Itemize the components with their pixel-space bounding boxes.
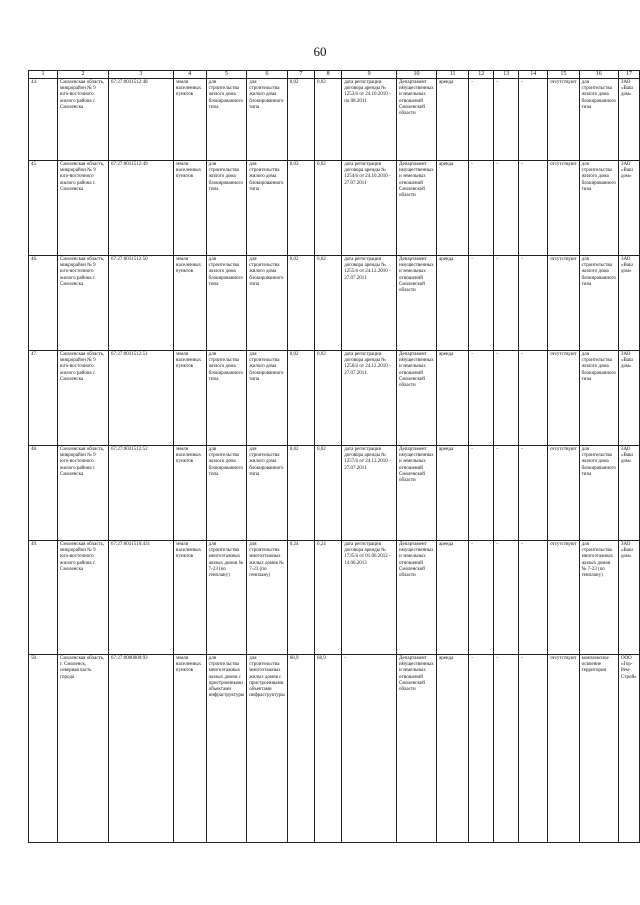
dash-cell: - bbox=[494, 446, 519, 541]
permitted-use-cell: для строительства жилого дома блокированного типа bbox=[206, 446, 247, 541]
column-header: 10 bbox=[396, 71, 436, 79]
actual-use-cell: для строительства жилого дома блокированного типа bbox=[247, 161, 288, 256]
land-category-cell: земли населенных пунктов bbox=[173, 446, 206, 541]
column-header: 5 bbox=[206, 71, 247, 79]
dash-cell: - bbox=[494, 256, 519, 351]
actual-use-cell: для строительства жилого дома блокированного типа bbox=[247, 256, 288, 351]
document-cell: дата регистрации договора аренды № 1255/ó от 24.12.2010 - 27.07.2011 bbox=[342, 256, 397, 351]
column-header: 3 bbox=[108, 71, 173, 79]
column-header: 11 bbox=[436, 71, 468, 79]
column-header: 17 bbox=[618, 71, 639, 79]
area-cell: 0,24 bbox=[287, 541, 314, 655]
dash-cell: - bbox=[494, 541, 519, 655]
address-cell: Смоленская область, микрорайон № 9 юго-восточного жилого района г. Смоленска bbox=[58, 256, 109, 351]
row-number: 47. bbox=[29, 351, 58, 446]
address-cell: Смоленская область, г. Смоленск, северная часть города bbox=[58, 655, 109, 843]
table-row bbox=[29, 541, 640, 655]
column-header: 2 bbox=[58, 71, 109, 79]
right-cell: аренда bbox=[436, 655, 468, 843]
area-cell: 0,24 bbox=[315, 541, 342, 655]
land-category-cell: земли населенных пунктов bbox=[173, 351, 206, 446]
right-cell: аренда bbox=[436, 446, 468, 541]
cadastral-number-cell: 67:27:0031512:48 bbox=[108, 79, 173, 161]
land-register-table bbox=[28, 70, 640, 843]
table-row bbox=[29, 161, 640, 256]
address-cell: Смоленская область, микрорайон № 9 юго-восточного жилого района г. Смоленска bbox=[58, 161, 109, 256]
area-cell: 0,02 bbox=[287, 161, 314, 256]
dash-cell: - bbox=[469, 79, 494, 161]
row-number: 45. bbox=[29, 161, 58, 256]
actual-use-cell: для строительства жилого дома блокированного типа bbox=[247, 79, 288, 161]
column-header: 8 bbox=[315, 71, 342, 79]
purpose-cell: для строительства жилого дома блокированного типа bbox=[579, 446, 618, 541]
area-cell: 0,02 bbox=[315, 256, 342, 351]
dash-cell: - bbox=[519, 351, 548, 446]
purpose-cell: для строительства жилого дома блокированного типа bbox=[579, 79, 618, 161]
encumbrance-cell: отсутствуют bbox=[548, 256, 580, 351]
right-cell: аренда bbox=[436, 351, 468, 446]
encumbrance-cell: отсутствуют bbox=[548, 351, 580, 446]
column-header: 13 bbox=[494, 71, 519, 79]
holder-cell: ЗАО «Ваш дом» bbox=[618, 541, 639, 655]
encumbrance-cell: отсутствуют bbox=[548, 655, 580, 843]
document-cell: - bbox=[342, 655, 397, 843]
permitted-use-cell: для строительства жилого дома блокированного типа bbox=[206, 161, 247, 256]
row-number: 49. bbox=[29, 541, 58, 655]
column-header: 6 bbox=[247, 71, 288, 79]
land-category-cell: земли населенных пунктов bbox=[173, 79, 206, 161]
area-cell: 0,02 bbox=[315, 161, 342, 256]
cadastral-number-cell: 67:27:0031512:52 bbox=[108, 446, 173, 541]
table-row bbox=[29, 446, 640, 541]
permitted-use-cell: для строительства жилого дома блокированного типа bbox=[206, 351, 247, 446]
row-number: 46. bbox=[29, 256, 58, 351]
owner-cell: Департамент имущественных и земельных отношений Смоленской области bbox=[396, 351, 436, 446]
purpose-cell: для строительства многоэтажных жилых домов № 7-23 (по генплану) bbox=[579, 541, 618, 655]
purpose-cell: для строительства жилого дома блокированного типа bbox=[579, 161, 618, 256]
encumbrance-cell: отсутствуют bbox=[548, 79, 580, 161]
area-cell: 0,02 bbox=[315, 446, 342, 541]
table-row bbox=[29, 79, 640, 161]
dash-cell: - bbox=[494, 79, 519, 161]
holder-cell: ЗАО «Ваш дом» bbox=[618, 351, 639, 446]
actual-use-cell: для строительства жилого дома блокированного типа bbox=[247, 446, 288, 541]
cadastral-number-cell: 67:27:0031510:431 bbox=[108, 541, 173, 655]
document-cell: дата регистрации договора аренды № 1735/ó от 01.06.2012 - 14.06.2013 bbox=[342, 541, 397, 655]
permitted-use-cell: для строительства жилого дома блокированного типа bbox=[206, 79, 247, 161]
holder-cell: ЗАО «Ваш дом» bbox=[618, 161, 639, 256]
row-number: 44. bbox=[29, 79, 58, 161]
dash-cell: - bbox=[469, 541, 494, 655]
area-cell: 0,02 bbox=[287, 79, 314, 161]
dash-cell: - bbox=[519, 446, 548, 541]
dash-cell: - bbox=[519, 541, 548, 655]
actual-use-cell: для строительства жилого дома блокированного типа bbox=[247, 351, 288, 446]
dash-cell: - bbox=[469, 446, 494, 541]
document-cell: дата регистрации договора аренды № 1253/ó от 24.10.2010 - по 08.2011 bbox=[342, 79, 397, 161]
cadastral-number-cell: 67:27:0000000:93 bbox=[108, 655, 173, 843]
page-number: 60 bbox=[313, 44, 327, 59]
right-cell: аренда bbox=[436, 161, 468, 256]
encumbrance-cell: отсутствуют bbox=[548, 446, 580, 541]
column-header: 7 bbox=[287, 71, 314, 79]
cadastral-number-cell: 67:27:0031512:49 bbox=[108, 161, 173, 256]
owner-cell: Департамент имущественных и земельных отношений Смоленской области bbox=[396, 541, 436, 655]
area-cell: 68,9 bbox=[287, 655, 314, 843]
holder-cell: ЗАО «Ваш дом» bbox=[618, 446, 639, 541]
column-header: 16 bbox=[579, 71, 618, 79]
dash-cell: - bbox=[494, 351, 519, 446]
owner-cell: Департамент имущественных и земельных отношений Смоленской области bbox=[396, 256, 436, 351]
row-number: 50. bbox=[29, 655, 58, 843]
dash-cell: - bbox=[519, 256, 548, 351]
table-row bbox=[29, 256, 640, 351]
dash-cell: - bbox=[469, 256, 494, 351]
document-cell: дата регистрации договора аренды № 1256/ó от 24.12.2010 - 27.07.2011 bbox=[342, 351, 397, 446]
land-category-cell: земли населенных пунктов bbox=[173, 161, 206, 256]
address-cell: Смоленская область, микрорайон № 9 юго-восточного жилого района г. Смоленска bbox=[58, 79, 109, 161]
land-category-cell: земли населенных пунктов bbox=[173, 541, 206, 655]
column-number-row bbox=[29, 71, 640, 79]
area-cell: 0,02 bbox=[315, 79, 342, 161]
dash-cell: - bbox=[494, 655, 519, 843]
area-cell: 0,02 bbox=[315, 351, 342, 446]
table-row bbox=[29, 351, 640, 446]
purpose-cell: комплексное освоение территории bbox=[579, 655, 618, 843]
owner-cell: Департамент имущественных и земельных отношений Смоленской области bbox=[396, 79, 436, 161]
purpose-cell: для строительства жилого дома блокированного типа bbox=[579, 256, 618, 351]
dash-cell: - bbox=[519, 655, 548, 843]
area-cell: 0,02 bbox=[287, 351, 314, 446]
area-cell: 0,02 bbox=[287, 446, 314, 541]
column-header: 15 bbox=[548, 71, 580, 79]
holder-cell: ООО «Гор-Рем-Строй» bbox=[618, 655, 639, 843]
dash-cell: - bbox=[519, 79, 548, 161]
right-cell: аренда bbox=[436, 541, 468, 655]
land-category-cell: земли населенных пунктов bbox=[173, 256, 206, 351]
dash-cell: - bbox=[469, 655, 494, 843]
column-header: 9 bbox=[342, 71, 397, 79]
right-cell: аренда bbox=[436, 256, 468, 351]
cadastral-number-cell: 67:27:0031512:51 bbox=[108, 351, 173, 446]
permitted-use-cell: для строительства жилого дома блокированного типа bbox=[206, 256, 247, 351]
actual-use-cell: для строительства многоэтажных жилых домов № 7-23 (по генплану) bbox=[247, 541, 288, 655]
land-category-cell: земли населенных пунктов bbox=[173, 655, 206, 843]
dash-cell: - bbox=[469, 161, 494, 256]
dash-cell: - bbox=[494, 161, 519, 256]
document-cell: дата регистрации договора аренды № 1254/ó от 24.10.2010 - 27.07.2011 bbox=[342, 161, 397, 256]
owner-cell: Департамент имущественных и земельных отношений Смоленской области bbox=[396, 161, 436, 256]
owner-cell: Департамент имущественных и земельных отношений Смоленской области bbox=[396, 446, 436, 541]
area-cell: 68,9 bbox=[315, 655, 342, 843]
column-header: 1 bbox=[29, 71, 58, 79]
dash-cell: - bbox=[469, 351, 494, 446]
column-header: 14 bbox=[519, 71, 548, 79]
column-header: 12 bbox=[469, 71, 494, 79]
table-row bbox=[29, 655, 640, 843]
right-cell: аренда bbox=[436, 79, 468, 161]
encumbrance-cell: отсутствуют bbox=[548, 161, 580, 256]
dash-cell: - bbox=[519, 161, 548, 256]
permitted-use-cell: для строительства многоэтажных жилых домов с пристроенными объектами инфраструктуры bbox=[206, 655, 247, 843]
actual-use-cell: для строительства многоэтажных жилых домов с пристроенными объектами инфраструктуры bbox=[247, 655, 288, 843]
encumbrance-cell: отсутствуют bbox=[548, 541, 580, 655]
address-cell: Смоленская область, микрорайон № 9 юго-восточного жилого района г. Смоленска bbox=[58, 446, 109, 541]
owner-cell: Департамент имущественных и земельных отношений Смоленской области bbox=[396, 655, 436, 843]
area-cell: 0,02 bbox=[287, 256, 314, 351]
holder-cell: ЗАО «Ваш дом» bbox=[618, 256, 639, 351]
permitted-use-cell: для строительства многоэтажных жилых домов № 7-23 (по генплану) bbox=[206, 541, 247, 655]
column-header: 4 bbox=[173, 71, 206, 79]
purpose-cell: для строительства жилого дома блокированного типа bbox=[579, 351, 618, 446]
row-number: 48. bbox=[29, 446, 58, 541]
address-cell: Смоленская область, микрорайон № 9 юго-восточного жилого района г. Смоленска bbox=[58, 541, 109, 655]
address-cell: Смоленская область, микрорайон № 9 юго-восточного жилого района г. Смоленска bbox=[58, 351, 109, 446]
cadastral-number-cell: 67:27:0031512:50 bbox=[108, 256, 173, 351]
document-cell: дата регистрации договора аренды № 1257/ó от 24.12.2010 - 27.07.2011 bbox=[342, 446, 397, 541]
holder-cell: ЗАО «Ваш дом» bbox=[618, 79, 639, 161]
